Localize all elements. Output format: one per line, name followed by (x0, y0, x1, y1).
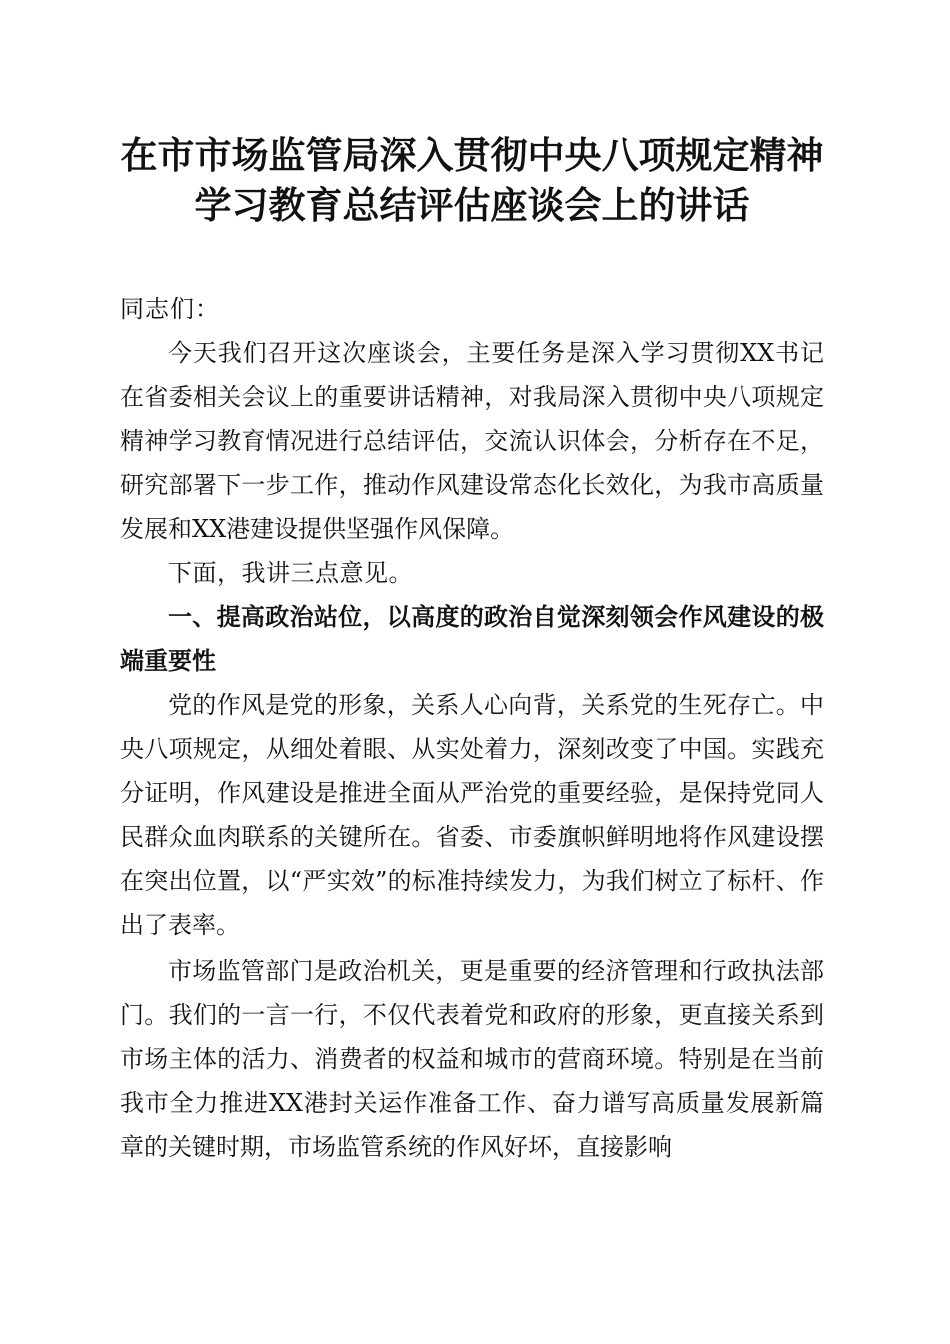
transition-paragraph: 下面，我讲三点意见。 (168, 559, 413, 587)
opening-paragraph: 今天我们召开这次座谈会，主要任务是深入学习贯彻XX书记在省委相关会议上的重要讲话精神，对我局深入贯彻中央八项规定精神学习教育情况进行总结评估，交流认识体会，分析存在不足，研究部署下一步工作，推动作风建设常态化长效化，为我市高质量发展和XX港建设提供坚强作风保障。 (120, 339, 824, 543)
salutation: 同志们： (120, 295, 220, 323)
document-page (120, 130, 824, 1169)
section-1-heading: 一、提高政治站位，以高度的政治自觉深刻领会作风建设的极端重要性 (120, 603, 824, 675)
section-1-paragraph-1: 党的作风是党的形象，关系人心向背，关系党的生死存亡。中央八项规定，从细处着眼、从实处着力，深刻改变了中国。实践充分证明，作风建设是推进全面从严治党的重要经验，是保持党同人民群众血肉联系的关键所在。省委、市委旗帜鲜明地将作风建设摆在突出位置，以“严实效”的标准持续发力，为我们树立了标杆、作出了表率。 (120, 691, 824, 939)
document-title: 在市市场监管局深入贯彻中央八项规定精神学习教育总结评估座谈会上的讲话 (120, 133, 824, 227)
section-1-paragraph-2: 市场监管部门是政治机关，更是重要的经济管理和行政执法部门。我们的一言一行，不仅代表着党和政府的形象，更直接关系到市场主体的活力、消费者的权益和城市的营商环境。特别是在当前我市全力推进XX港封关运作准备工作、奋力谱写高质量发展新篇章的关键时期，市场监管系统的作风好坏，直接影响 (120, 957, 824, 1161)
